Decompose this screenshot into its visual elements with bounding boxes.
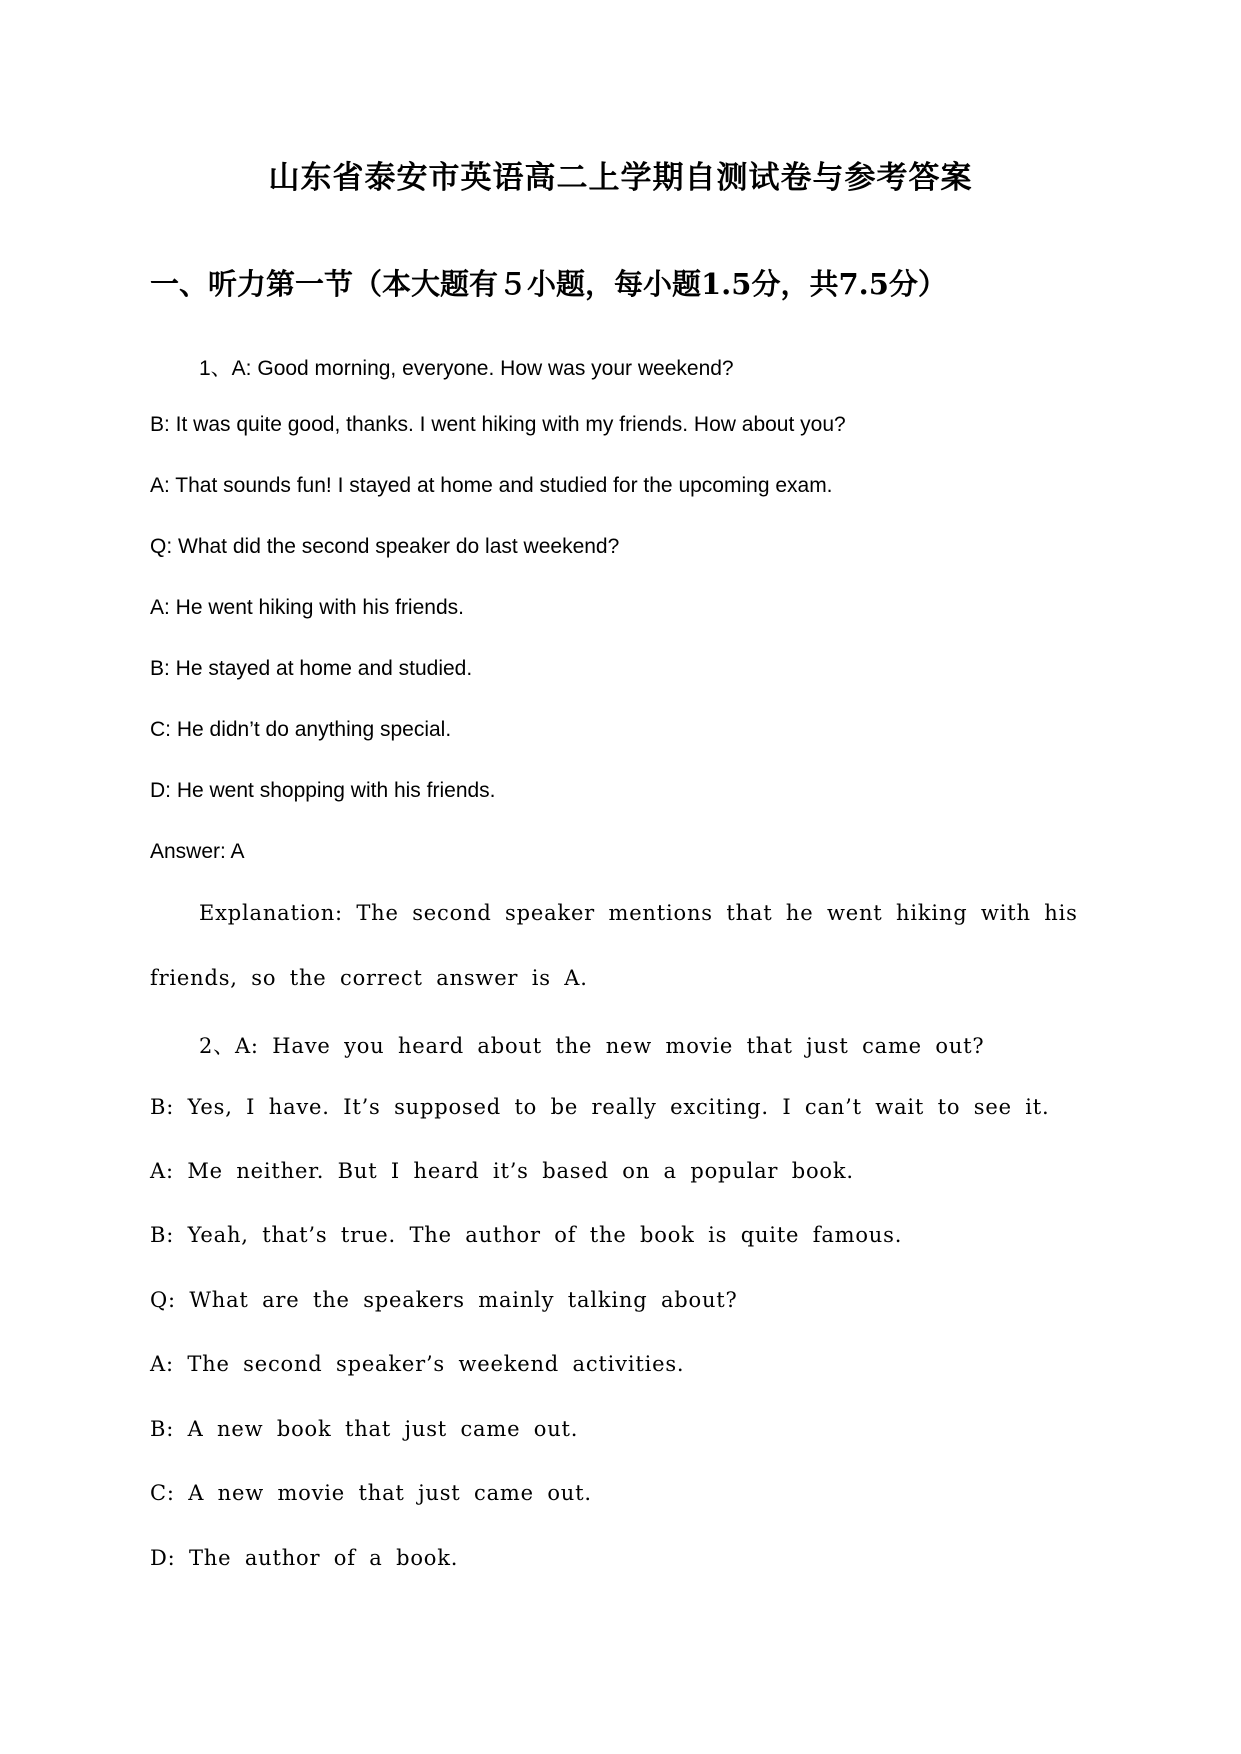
q2-dialogue-line-3: A: Me neither. But I heard it’s based on a popular book. (150, 1159, 854, 1183)
q1-question: Q: What did the second speaker do last weekend? (150, 535, 620, 558)
q1-dialogue-line-3: A: That sounds fun! I stayed at home and studied for the upcoming exam. (150, 474, 833, 497)
q2-dialogue-line-2: B: Yes, I have. It’s supposed to be really exciting. I can’t wait to see it. (150, 1095, 1050, 1119)
q1-answer: Answer: A (150, 840, 245, 863)
q2-option-c: C: A new movie that just came out. (150, 1481, 592, 1505)
q1-option-c: C: He didn’t do anything special. (150, 718, 452, 741)
q1-explanation-line-2: friends, so the correct answer is A. (150, 966, 588, 990)
q2-question: Q: What are the speakers mainly talking about? (150, 1288, 738, 1312)
q2-option-b: B: A new book that just came out. (150, 1417, 579, 1441)
q2-option-a: A: The second speaker’s weekend activities. (150, 1352, 685, 1376)
document-title: 山东省泰安市英语高二上学期自测试卷与参考答案 (268, 160, 973, 196)
q2-dialogue-line-1: 2、A: Have you heard about the new movie that just came out? (199, 1034, 985, 1058)
q1-option-a: A: He went hiking with his friends. (150, 596, 464, 619)
section-heading: 一、听力第一节（本大题有５小题，每小题1.5分，共7.5分） (150, 267, 947, 301)
q1-option-d: D: He went shopping with his friends. (150, 779, 496, 802)
q1-option-b: B: He stayed at home and studied. (150, 657, 473, 680)
q1-dialogue-line-2: B: It was quite good, thanks. I went hiking with my friends. How about you? (150, 413, 846, 436)
q1-explanation-line-1: Explanation: The second speaker mentions that he went hiking with his (199, 901, 1078, 925)
q2-option-d: D: The author of a book. (150, 1546, 459, 1570)
q2-dialogue-line-4: B: Yeah, that’s true. The author of the book is quite famous. (150, 1223, 903, 1247)
q1-dialogue-line-1: 1、A: Good morning, everyone. How was your weekend? (199, 357, 734, 380)
